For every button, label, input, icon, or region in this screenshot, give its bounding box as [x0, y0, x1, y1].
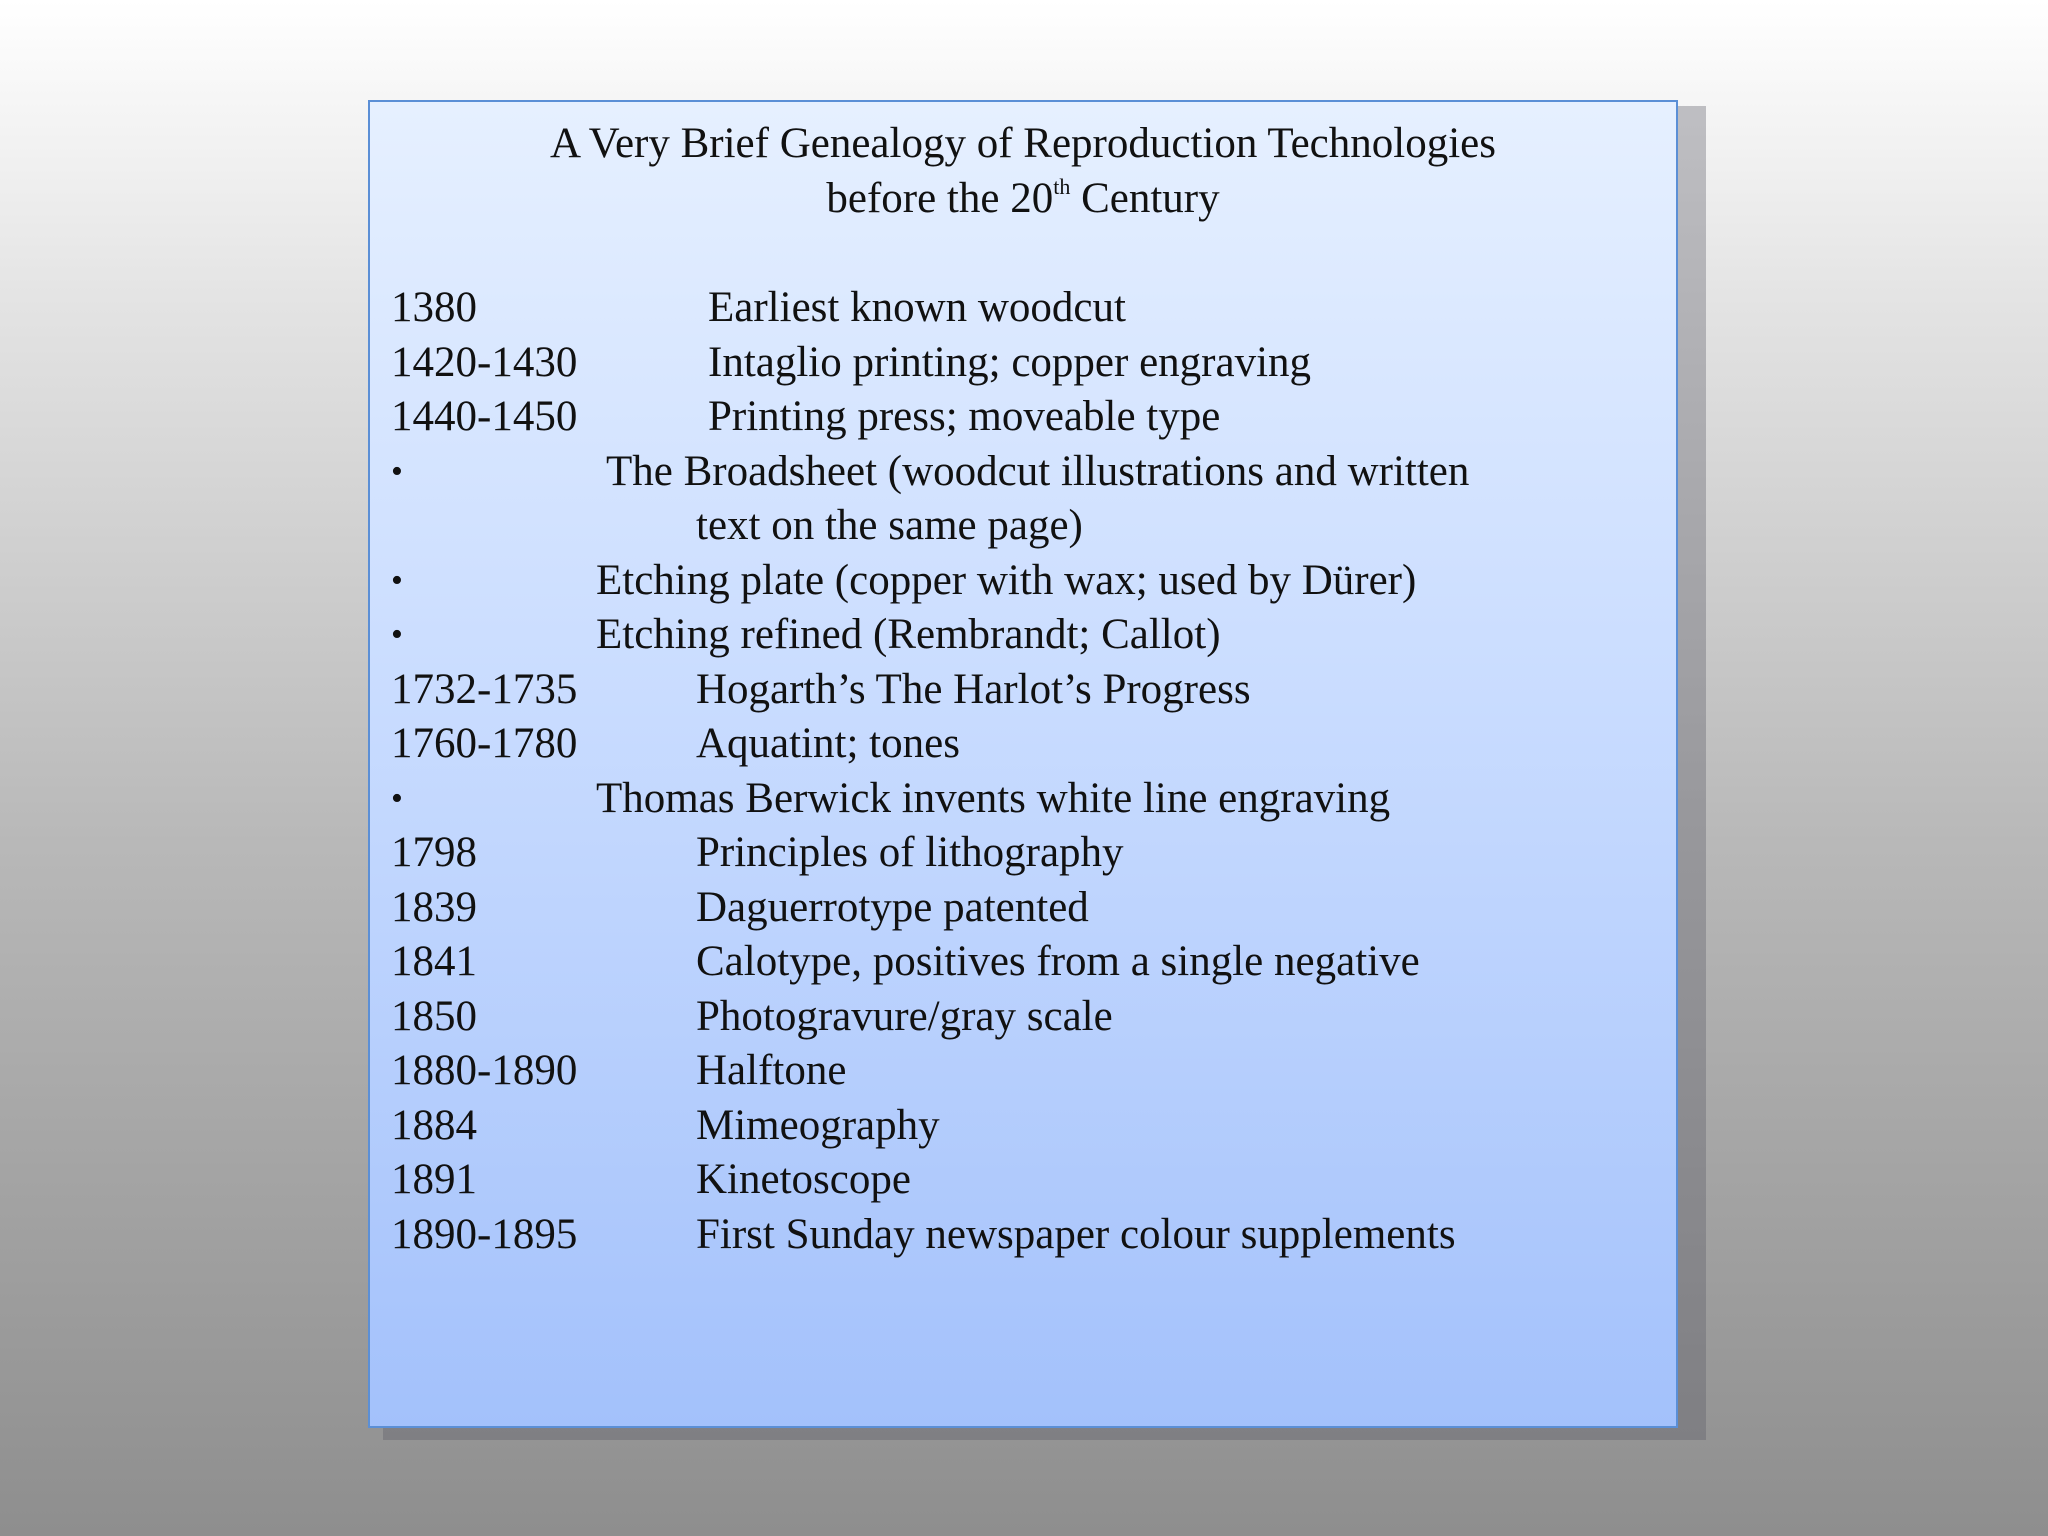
- entry-date: 1850: [391, 993, 477, 1040]
- timeline-row: [370, 825, 1676, 880]
- timeline-row: [370, 1098, 1676, 1153]
- entry-text: The Broadsheet (woodcut illustrations and written: [606, 448, 1470, 495]
- title-line-1: A Very Brief Genealogy of Reproduction Technologies: [550, 120, 1496, 167]
- entry-text: Earliest known woodcut: [708, 284, 1126, 331]
- entry-text: Etching plate (copper with wax; used by Dürer): [596, 557, 1417, 604]
- entry-text: Hogarth’s The Harlot’s Progress: [696, 666, 1251, 713]
- timeline-row: [370, 1152, 1676, 1207]
- timeline-row: [370, 553, 1676, 608]
- timeline-row: [370, 1043, 1676, 1098]
- entry-text: Halftone: [696, 1047, 847, 1094]
- timeline-row: [370, 280, 1676, 335]
- entry-date: 1732-1735: [391, 666, 578, 713]
- timeline-row: [370, 607, 1676, 662]
- entry-date: 1440-1450: [391, 393, 578, 440]
- timeline-row: [370, 771, 1676, 826]
- entry-date: 1890-1895: [391, 1211, 578, 1258]
- timeline-row: [370, 1207, 1676, 1262]
- timeline-row: [370, 989, 1676, 1044]
- timeline-row: [370, 716, 1676, 771]
- text-panel: [368, 100, 1678, 1428]
- entry-date: 1880-1890: [391, 1047, 578, 1094]
- entry-text: Daguerrotype patented: [696, 884, 1089, 931]
- entry-text-continuation: text on the same page): [696, 502, 1083, 549]
- entry-date: 1884: [391, 1102, 477, 1149]
- bullet-icon: •: [391, 616, 403, 653]
- entry-text: First Sunday newspaper colour supplements: [696, 1211, 1456, 1258]
- entry-text: Kinetoscope: [696, 1156, 911, 1203]
- timeline-row: [370, 444, 1676, 499]
- entry-date: 1891: [391, 1156, 477, 1203]
- entry-date: 1760-1780: [391, 720, 578, 767]
- entry-date: 1841: [391, 938, 477, 985]
- timeline-row: [370, 335, 1676, 390]
- entry-text: Aquatint; tones: [696, 720, 960, 767]
- entry-text: Principles of lithography: [696, 829, 1124, 876]
- timeline-row: [370, 662, 1676, 717]
- entry-date: 1380: [391, 284, 477, 331]
- entry-text: Calotype, positives from a single negative: [696, 938, 1420, 985]
- timeline-row: [370, 934, 1676, 989]
- timeline-row: [370, 389, 1676, 444]
- entry-text: Mimeography: [696, 1102, 940, 1149]
- title-line-2: before the 20th Century: [826, 174, 1220, 222]
- slide-title: [370, 116, 1676, 226]
- entry-date: 1798: [391, 829, 477, 876]
- entry-date: 1839: [391, 884, 477, 931]
- entry-text: Thomas Berwick invents white line engraving: [596, 775, 1391, 822]
- entry-text: Photogravure/gray scale: [696, 993, 1113, 1040]
- entry-text: Etching refined (Rembrandt; Callot): [596, 611, 1221, 658]
- bullet-icon: •: [391, 780, 403, 817]
- bullet-icon: •: [391, 562, 403, 599]
- timeline-row-continuation: [370, 498, 1676, 553]
- entry-text: Intaglio printing; copper engraving: [708, 339, 1312, 386]
- bullet-icon: •: [391, 453, 403, 490]
- entry-date: 1420-1430: [391, 339, 578, 386]
- entry-text: Printing press; moveable type: [708, 393, 1221, 440]
- timeline-row: [370, 880, 1676, 935]
